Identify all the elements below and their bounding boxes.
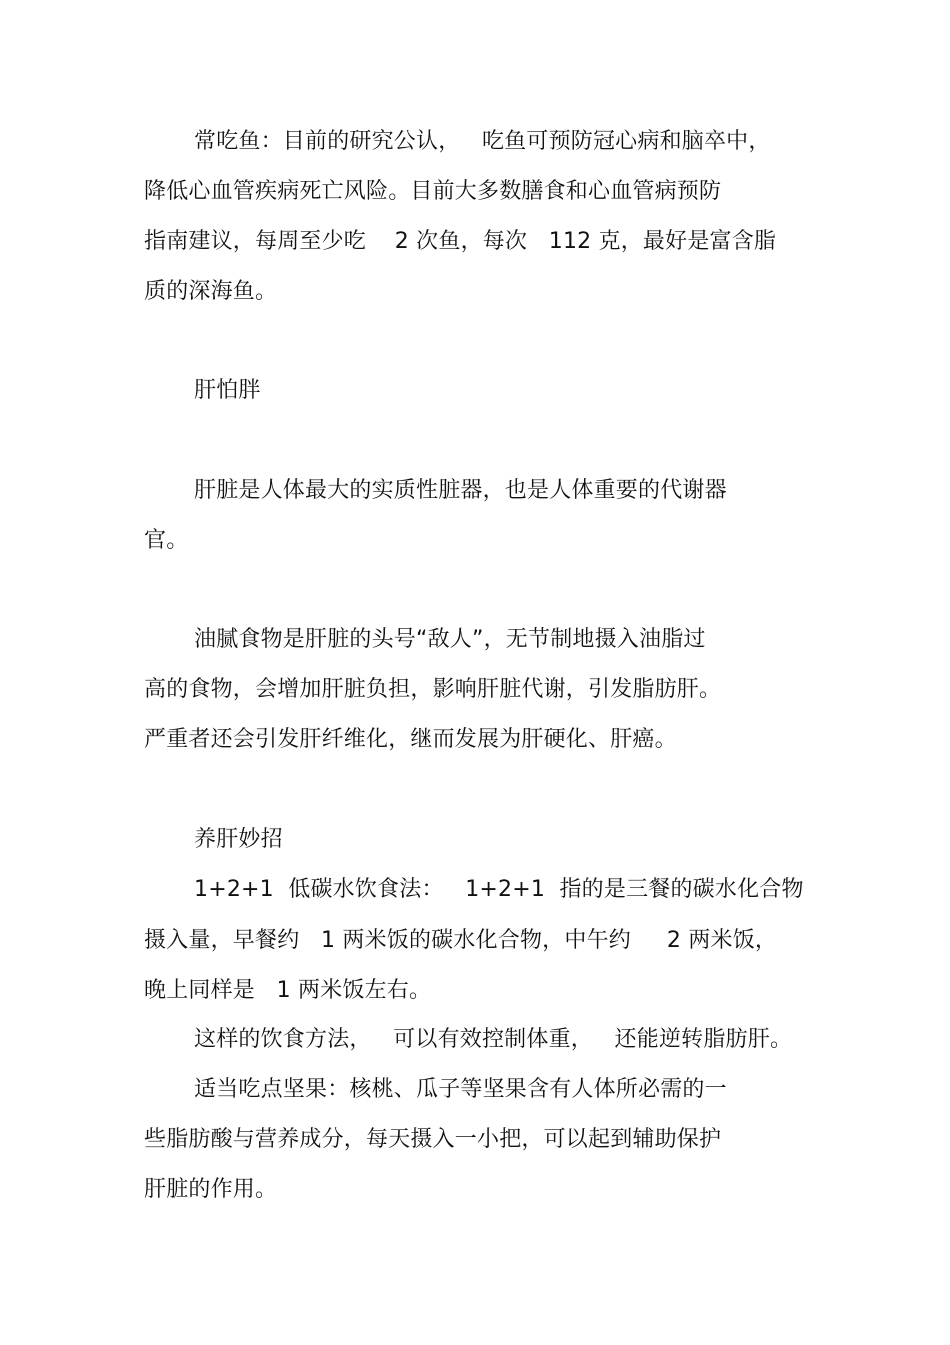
paragraph-liver-line-2: 官。 [144,528,189,553]
paragraph-nuts-line-2: 些脂肪酸与营养成分，每天摄入一小把，可以起到辅助保护 [144,1127,722,1152]
paragraph-nuts-line-3: 肝脏的作用。 [144,1177,278,1202]
heading-liver-tips: 养肝妙招 [194,827,283,852]
paragraph-diet-line-3: 晚上同样是 1 两米饭左右。 [144,978,432,1003]
paragraph-diet-line-2: 摄入量，早餐约 1 两米饭的碳水化合物，中午约 2 两米饭， [144,928,778,953]
paragraph-fish-line-1: 常吃鱼：目前的研究公认， 吃鱼可预防冠心病和脑卒中， [194,129,771,154]
paragraph-diet-line-1: 1+2+1 低碳水饮食法： 1+2+1 指的是三餐的碳水化合物 [194,877,804,902]
paragraph-fish-line-2: 降低心血管疾病死亡风险。目前大多数膳食和心血管病预防 [144,179,722,204]
paragraph-fish-line-3: 指南建议，每周至少吃 2 次鱼，每次 112 克，最好是富含脂 [144,229,777,254]
paragraph-nuts-line-1: 适当吃点坚果：核桃、瓜子等坚果含有人体所必需的一 [194,1077,727,1102]
paragraph-greasy-line-2: 高的食物，会增加肝脏负担，影响肝脏代谢，引发脂肪肝。 [144,677,722,702]
paragraph-greasy-line-3: 严重者还会引发肝纤维化，继而发展为肝硬化、肝癌。 [144,727,677,752]
heading-liver-fear-fat: 肝怕胖 [194,378,261,403]
paragraph-liver-line-1: 肝脏是人体最大的实质性脏器，也是人体重要的代谢器 [194,478,727,503]
paragraph-effect-line-1: 这样的饮食方法， 可以有效控制体重， 还能逆转脂肪肝。 [194,1027,793,1052]
paragraph-fish-line-4: 质的深海鱼。 [144,279,278,304]
paragraph-greasy-line-1: 油腻食物是肝脏的头号“敌人”，无节制地摄入油脂过 [194,627,706,652]
